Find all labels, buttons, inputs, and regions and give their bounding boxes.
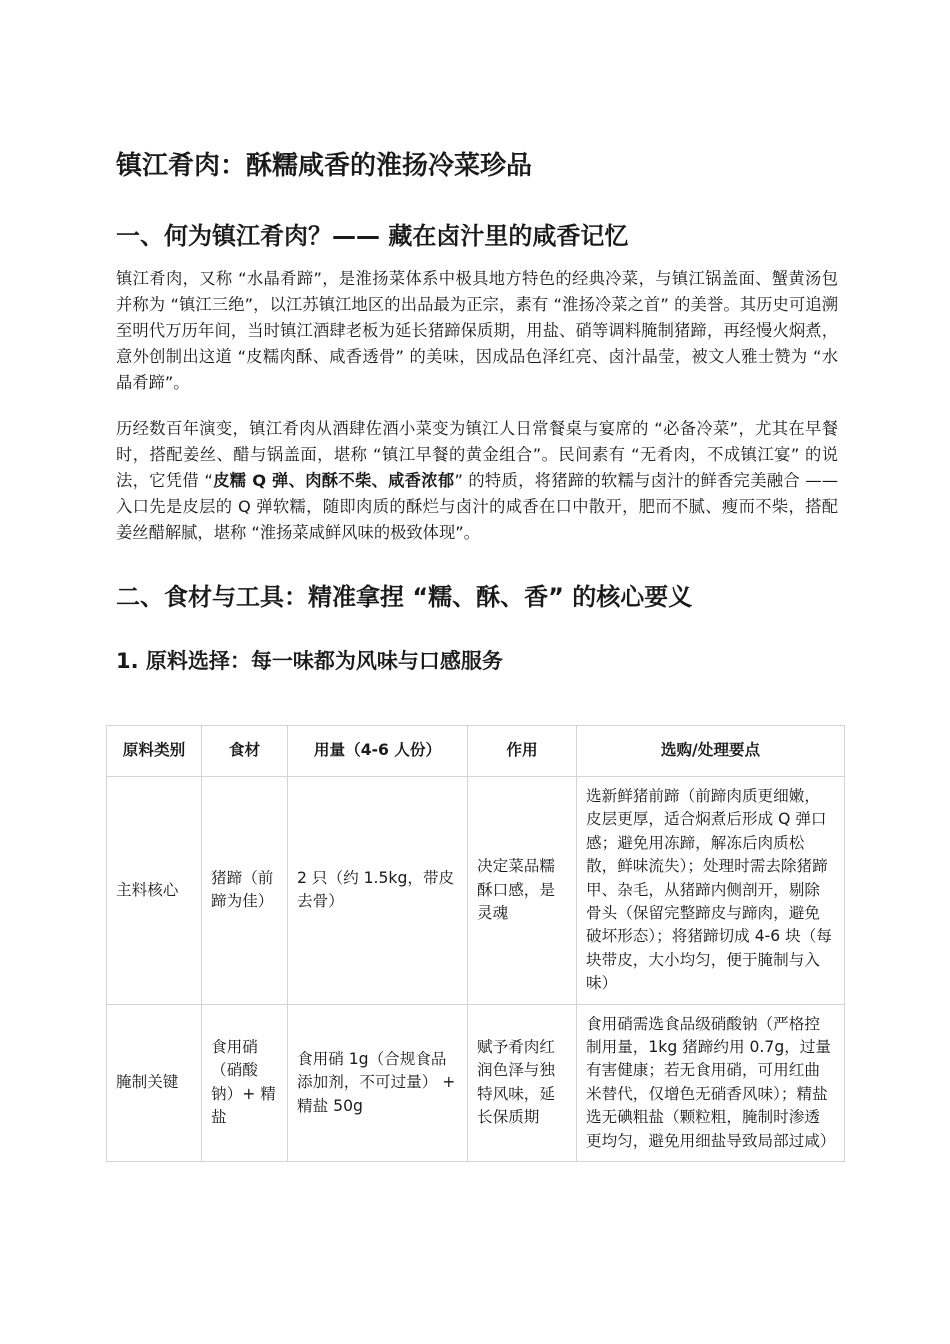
cell-effect: 决定菜品糯酥口感，是灵魂 bbox=[468, 777, 577, 1005]
cell-tips: 食用硝需选食品级硝酸钠（严格控制用量，1kg 猪蹄约用 0.7g，过量有害健康；若无食用硝，可用红曲米替代，仅增色无硝香风味）；精盐选无碘粗盐（颗粒粗，腌制时渗透更均匀，避免用细盐导致局部过咸） bbox=[577, 1004, 845, 1161]
intro-paragraph: 镇江肴肉，又称 “水晶肴蹄”，是淮扬菜体系中极具地方特色的经典冷菜，与镇江锅盖面、蟹黄汤包并称为 “镇江三绝”，以江苏镇江地区的出品最为正宗，素有 “淮扬冷菜之首” 的美誉。其历史可追溯至明代万历年间，当时镇江酒肆老板为延长猪蹄保质期，用盐、硝等调料腌制猪蹄，再经慢火焖煮，意外创制出这道 “皮糯肉酥、咸香透骨” 的美味，因成品色泽红亮、卤汁晶莹，被文人雅士赞为 “水晶肴蹄”。 bbox=[116, 269, 838, 392]
cell-ingredient: 食用硝（硝酸钠）+ 精盐 bbox=[202, 1004, 288, 1161]
cell-amount: 2 只（约 1.5kg，带皮去骨） bbox=[288, 777, 468, 1005]
cell-tips: 选新鲜猪前蹄（前蹄肉质更细嫩，皮层更厚，适合焖煮后形成 Q 弹口感；避免用冻蹄，解冻后肉质松散，鲜味流失）；处理时需去除猪蹄甲、杂毛，从猪蹄内侧剖开，剔除骨头（保留完整蹄皮与蹄肉，避免破坏形态）；将猪蹄切成 4-6 块（每块带皮，大小均匀，便于腌制与入味） bbox=[577, 777, 845, 1005]
page-title: 镇江肴肉：酥糯咸香的淮扬冷菜珍品 bbox=[116, 151, 533, 181]
history-text-part1: 历经数百年演变，镇江肴肉从酒肆佐酒小菜变为镇江人日常餐桌与宴席的 “必备冷菜”，尤其在早餐时，搭配姜丝、醋与锅盖面，堪称 “镇江早餐的黄金组合”。民间素有 “无肴肉，不成镇江宴” 的说法，它凭借 “ bbox=[116, 419, 838, 490]
ingredients-table bbox=[106, 725, 845, 1162]
table-header-row bbox=[107, 726, 845, 777]
subsection-heading-raw-materials: 1. 原料选择：每一味都为风味与口感服务 bbox=[116, 649, 503, 673]
section-heading-ingredients-tools: 二、食材与工具：精准拿捏 “糯、酥、香” 的核心要义 bbox=[116, 583, 693, 611]
header-tips: 选购/处理要点 bbox=[577, 726, 845, 777]
header-effect: 作用 bbox=[468, 726, 577, 777]
table-row bbox=[107, 777, 845, 1005]
cell-effect: 赋予肴肉红润色泽与独特风味，延长保质期 bbox=[468, 1004, 577, 1161]
table-row bbox=[107, 1004, 845, 1161]
cell-ingredient: 猪蹄（前蹄为佳） bbox=[202, 777, 288, 1005]
history-paragraph bbox=[116, 416, 838, 546]
history-text-emphasis: 皮糯 Q 弹、肉酥不柴、咸香浓郁 bbox=[212, 471, 455, 490]
header-ingredient: 食材 bbox=[202, 726, 288, 777]
header-amount: 用量（4-6 人份） bbox=[288, 726, 468, 777]
cell-category: 腌制关键 bbox=[107, 1004, 202, 1161]
history-text-part2: ” 的特质，将猪蹄的软糯与卤汁的鲜香完美融合 —— 入口先是皮层的 Q 弹软糯，随即肉质的酥烂与卤汁的咸香在口中散开，肥而不腻、瘦而不柴，搭配姜丝醋解腻，堪称 “淮扬菜咸鲜风味的极致体现”。 bbox=[116, 471, 838, 542]
section-heading-what-is: 一、何为镇江肴肉？—— 藏在卤汁里的咸香记忆 bbox=[116, 222, 629, 250]
header-category: 原料类别 bbox=[107, 726, 202, 777]
cell-amount: 食用硝 1g（合规食品添加剂，不可过量） + 精盐 50g bbox=[288, 1004, 468, 1161]
cell-category: 主料核心 bbox=[107, 777, 202, 1005]
